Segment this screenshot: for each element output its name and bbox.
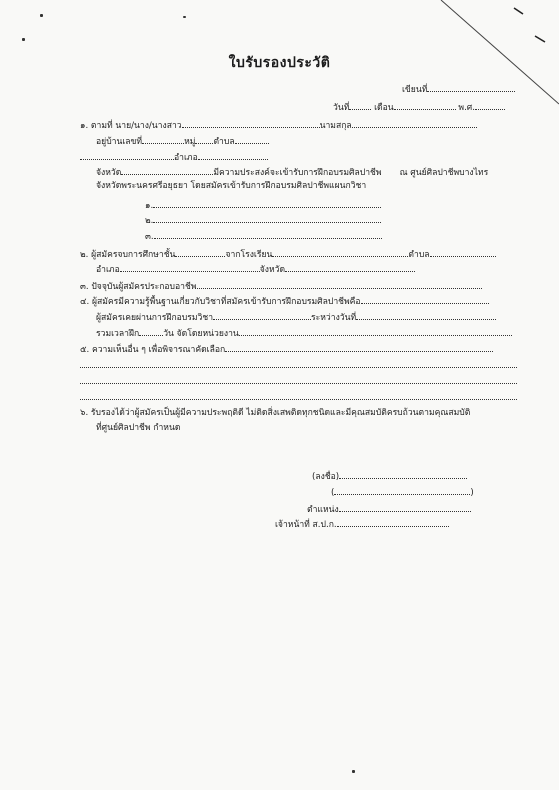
form-title: ใบรับรองประวัติ	[228, 55, 331, 71]
scan-speck	[352, 770, 355, 773]
item1-address-line	[96, 135, 269, 148]
item5-blank-1	[80, 359, 517, 372]
position-line	[307, 503, 471, 516]
item4-text: ๔. ผู้สมัครมีความรู้พื้นฐานเกี่ยวกับวิชาที่สมัครเข้ารับการฝึกอบรมศิลปาชีพคือ	[80, 297, 361, 307]
item2-province-label: จังหวัด	[259, 265, 286, 275]
scan-speck	[22, 38, 25, 41]
intent-text: มีความประสงค์จะเข้ารับการฝึกอบรมศิลปาชีพ	[213, 168, 382, 178]
amphoe-label: อำเภอ	[174, 153, 198, 163]
written-at-line	[402, 83, 515, 96]
choice-3-number: ๓.	[145, 232, 154, 242]
scan-speck	[183, 16, 186, 18]
name-prefix-label: ตามที่ นาย/นาง/นางสาว	[90, 121, 182, 131]
moo-label: หมู่	[184, 137, 196, 147]
position-label: ตำแหน่ง	[307, 505, 339, 515]
item5-text: ๕. ความเห็นอื่น ๆ เพื่อพิจารณาคัดเลือก	[80, 345, 226, 355]
surname-label: นามสกุล	[319, 121, 352, 131]
tambon-label: ตำบล	[213, 137, 235, 147]
choice-1	[145, 199, 381, 212]
item6-line-1: ๖. รับรองได้ว่าผู้สมัครเป็นผู้มีความประพฤติดี ไม่ติดสิ่งเสพติดทุกชนิดและมีคุณสมบัติครบถ้วนตามคุณสมบัติ	[80, 408, 471, 418]
choice-2	[145, 214, 381, 227]
open-paren: (	[331, 488, 335, 498]
month-label: เดือน	[374, 103, 394, 113]
item5-line	[80, 343, 493, 356]
written-at-label: เขียนที่	[402, 85, 428, 95]
item5-blank-2	[80, 375, 517, 388]
item5-blank-3	[80, 391, 517, 404]
sign-label: (ลงชื่อ)	[312, 472, 340, 482]
close-paren: )	[470, 488, 474, 498]
year-label: พ.ศ.	[458, 103, 475, 113]
item1-number: ๑.	[80, 121, 89, 131]
item1-name-line	[80, 119, 477, 132]
day-label: วันที่	[333, 103, 350, 113]
item2-amphoe-line	[96, 263, 415, 276]
officer-line	[275, 518, 449, 531]
item2-tambon-label: ตำบล	[408, 250, 430, 260]
item2-line	[80, 248, 496, 261]
item4-trained-line	[96, 311, 496, 324]
signature-line	[312, 470, 467, 483]
item3-line	[80, 280, 482, 293]
school-label: จากโรงเรียน	[225, 250, 273, 260]
trained-label: ผู้สมัครเคยผ่านการฝึกอบรมวิชา	[96, 313, 214, 323]
item4-line	[80, 295, 489, 308]
item6-line-2: ที่ศูนย์ศิลปาชีพ กำหนด	[96, 423, 181, 433]
officer-label: เจ้าหน้าที่ ส.ป.ก.	[275, 520, 337, 530]
center-text: ณ ศูนย์ศิลปาชีพบางไทร	[399, 168, 489, 178]
choice-3	[145, 230, 382, 243]
item2-text: ๒. ผู้สมัครจบการศึกษาชั้น	[80, 250, 176, 260]
choice-2-number: ๒.	[145, 216, 154, 226]
date-line	[333, 101, 505, 114]
item1-amphoe-line	[80, 151, 268, 164]
item4-total-line	[96, 327, 512, 340]
signature-name-line	[331, 486, 474, 499]
between-label: ระหว่างวันที่	[311, 313, 357, 323]
item3-text: ๓. ปัจจุบันผู้สมัครประกอบอาชีพ	[80, 282, 197, 292]
total-prefix: รวมเวลาฝึก	[96, 329, 140, 339]
choice-1-number: ๑.	[145, 201, 154, 211]
house-no-label: อยู่บ้านเลขที่	[96, 137, 143, 147]
total-suffix: วัน จัดโดยหน่วยงาน	[163, 329, 239, 339]
province-label: จังหวัด	[96, 168, 122, 178]
item2-amphoe-label: อำเภอ	[96, 265, 120, 275]
item1-intent-line	[96, 166, 488, 179]
item1-dept-line: จังหวัดพระนครศรีอยุธยา โดยสมัครเข้ารับการฝึกอบรมศิลปาชีพแผนกวิชา	[96, 181, 367, 191]
scan-speck	[40, 14, 43, 17]
